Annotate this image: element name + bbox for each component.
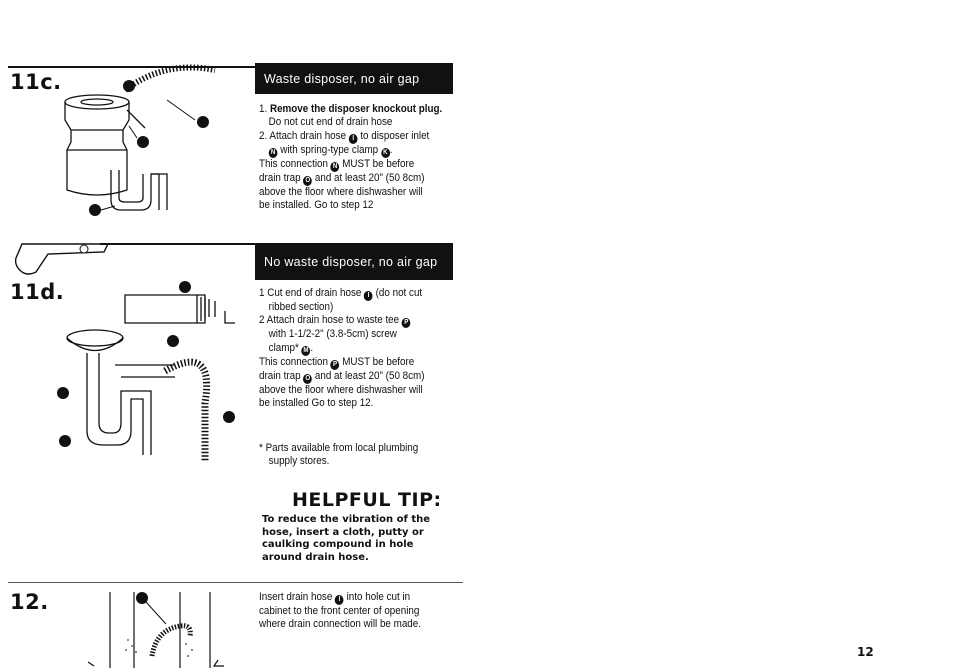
instruction-11c-1-detail: Do not cut end of drain hose (268, 116, 393, 129)
callout-i-diagram (223, 411, 235, 423)
callout-p-diagram (57, 387, 69, 399)
badge-i: I (335, 595, 344, 605)
badge-n: N (269, 148, 278, 158)
callout-i-diagram (197, 116, 209, 128)
section-12-rule (8, 582, 463, 583)
section-header-11c-text: Waste disposer, no air gap (264, 71, 420, 86)
instructions-12: Insert drain hose I into hole cut in cabinet to the front center of opening where drain connection will be made. (259, 591, 421, 631)
badge-m: M (303, 346, 309, 354)
cabinet-diagram (68, 590, 238, 670)
callout-m-diagram (167, 335, 179, 347)
callout-n-diagram (137, 136, 149, 148)
instructions-11c: 1. Remove the disposer knockout plug. Do not cut end of drain hose 2. Attach drain hose I to disposer inlet N with spring-type clamp K . This connection N MUST be before drain trap O and at least 20" (50 8cm) above the floor where dishwasher will be installed. Go to step 12 (259, 103, 461, 212)
instructions-11d: 1 Cut end of drain hose I (do not cut ribbed section) 2 Attach drain hose to waste tee P with 1-1/2-2" (3.8-5cm) screw clamp* M . This connection P MUST be before drain trap O and at least 20" (50 8cm) above the floor where dishwasher will be installed Go to step 12. (259, 287, 425, 409)
section-header-11d (255, 243, 453, 280)
callout-o-diagram (59, 435, 71, 447)
tip-title: HELPFUL TIP: (292, 489, 442, 511)
callout-k-diagram (123, 80, 135, 92)
badge-i: I (364, 291, 373, 301)
callout-o-diagram (89, 204, 101, 216)
waste-tee-diagram (55, 283, 255, 463)
parts-footnote: * Parts available from local plumbing supply stores. (259, 442, 419, 468)
section-11d-rule (100, 243, 255, 245)
badge-k: K (381, 148, 390, 158)
badge-p: P (402, 318, 411, 328)
badge-i: I (349, 134, 358, 144)
section-header-11d-text: No waste disposer, no air gap (264, 254, 438, 269)
badge-o: O (303, 374, 312, 384)
section-header-11c (255, 63, 453, 94)
disposer-diagram (55, 70, 235, 220)
warning-tag-graphic (8, 240, 118, 280)
tip-body: To reduce the vibration of the hose, insert a cloth, putty or caulking compound in hole around drain hose. (262, 514, 431, 563)
badge-o: O (303, 176, 312, 186)
step-12-label: 12. (10, 590, 49, 614)
badge-p: P (331, 360, 340, 370)
warning-circle-icon (80, 245, 88, 253)
page-number: 12 (857, 645, 874, 659)
section-11c-rule (8, 66, 255, 68)
badge-n: N (331, 162, 340, 172)
callout-i-diagram (136, 592, 148, 604)
callout-i-diagram (179, 281, 191, 293)
instruction-11c-1-bold: Remove the disposer knockout plug. (269, 103, 443, 115)
step-11c-label: 11c. (10, 70, 62, 94)
step-11d-label: 11d. (10, 280, 65, 304)
